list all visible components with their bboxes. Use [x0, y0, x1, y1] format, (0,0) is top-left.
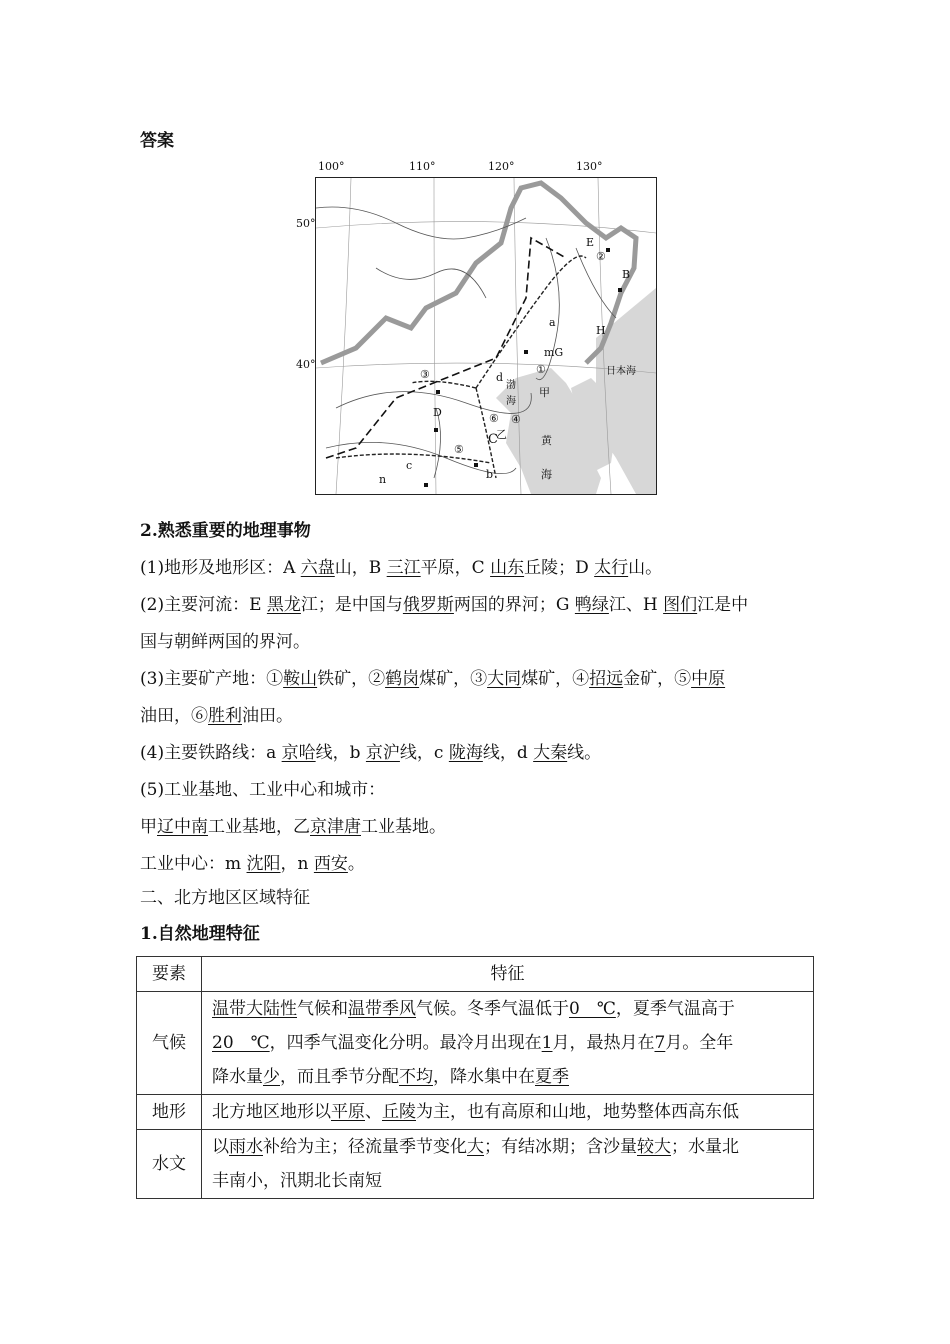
region-boundary: [321, 183, 636, 363]
marker-n: n: [379, 473, 387, 486]
svg-text:渤: 渤: [506, 380, 516, 391]
table-row-climate: [137, 992, 814, 1095]
table-header-row: [137, 957, 814, 992]
marker-h: H: [596, 324, 606, 337]
industry-heading-line: (5)工业基地、工业中心和城市：: [140, 780, 386, 800]
map-svg: [316, 178, 656, 494]
svg-text:②: ②: [596, 250, 606, 263]
svg-text:④: ④: [511, 413, 521, 426]
table-header-factor: 要素: [137, 957, 202, 992]
marker-b-rail: b: [486, 468, 494, 481]
industrial-bases-line: 甲辽中南工业基地，乙京津唐工业基地。: [140, 817, 446, 837]
rivers-line-2: 国与朝鲜两国的界河。: [140, 632, 310, 652]
map-frame: [315, 177, 657, 495]
north-china-map: [296, 158, 662, 496]
railways-line: (4)主要铁路线：a 京哈线，b 京沪线，c 陇海线，d 大秦线。: [140, 743, 602, 763]
marker-c: c: [406, 459, 413, 472]
svg-text:海: 海: [506, 396, 516, 407]
minerals-line-1: (3)主要矿产地：①鞍山铁矿，②鹤岗煤矿，③大同煤矿，④招远金矿，⑤中原: [140, 669, 726, 689]
svg-text:海: 海: [541, 468, 552, 481]
lon-label-110: 110°: [409, 160, 436, 173]
table-row-hydrology: [137, 1130, 814, 1199]
marker-e: E: [586, 236, 595, 249]
features-table: [136, 956, 814, 1199]
subsection-title: 1.自然地理特征: [140, 924, 260, 944]
lat-label-50: 50°: [296, 217, 316, 230]
marker-d: d: [496, 371, 504, 384]
marker-b: B: [622, 268, 631, 281]
table-key-climate: 气候: [137, 992, 202, 1095]
lon-label-130: 130°: [576, 160, 603, 173]
svg-text:①: ①: [536, 363, 546, 376]
marker-D: D: [433, 406, 442, 419]
section-2-title: 2.熟悉重要的地理事物: [140, 521, 311, 541]
svg-text:③: ③: [420, 368, 430, 381]
table-key-hydrology: 水文: [137, 1130, 202, 1199]
table-value-hydrology: 以雨水补给为主；径流量季节变化大；有结冰期；含沙量较大；水量北 丰南小，汛期北长南短: [202, 1130, 814, 1199]
minerals-line-2: 油田，⑥胜利油田。: [140, 706, 293, 726]
lat-label-40: 40°: [296, 358, 316, 371]
table-row-landform: [137, 1095, 814, 1130]
svg-text:⑥: ⑥: [489, 412, 499, 425]
svg-text:黄: 黄: [541, 434, 552, 447]
marker-mg: mG: [544, 346, 564, 359]
table-value-climate: 温带大陆性气候和温带季风气候。冬季气温低于0 ℃，夏季气温高于 20 ℃，四季气温变化分明。最冷月出现在1月，最热月在7月。全年 降水量少，而且季节分配不均，降水集中在夏季: [202, 992, 814, 1095]
marker-a: a: [549, 316, 556, 329]
answer-title: 答案: [140, 131, 174, 151]
marker-yi: 乙: [496, 428, 507, 441]
marker-jia: 甲: [539, 386, 550, 399]
lon-label-100: 100°: [318, 160, 345, 173]
landforms-line: (1)地形及地形区：A 六盘山，B 三江平原，C 山东丘陵；D 太行山。: [140, 558, 663, 578]
table-value-landform: 北方地区地形以平原、丘陵为主，也有高原和山地，地势整体西高东低: [202, 1095, 814, 1130]
industrial-centers-line: 工业中心：m 沈阳，n 西安。: [140, 854, 365, 874]
rivers-line-1: (2)主要河流：E 黑龙江；是中国与俄罗斯两国的界河；G 鸭绿江、H 图们江是中: [140, 595, 749, 615]
table-header-feature: 特征: [202, 957, 814, 992]
svg-text:日本海: 日本海: [606, 366, 636, 377]
lon-label-120: 120°: [488, 160, 515, 173]
svg-text:⑤: ⑤: [454, 443, 464, 456]
marker-C: C: [488, 432, 498, 447]
section-heading: 二、北方地区区域特征: [140, 888, 310, 908]
table-key-landform: 地形: [137, 1095, 202, 1130]
